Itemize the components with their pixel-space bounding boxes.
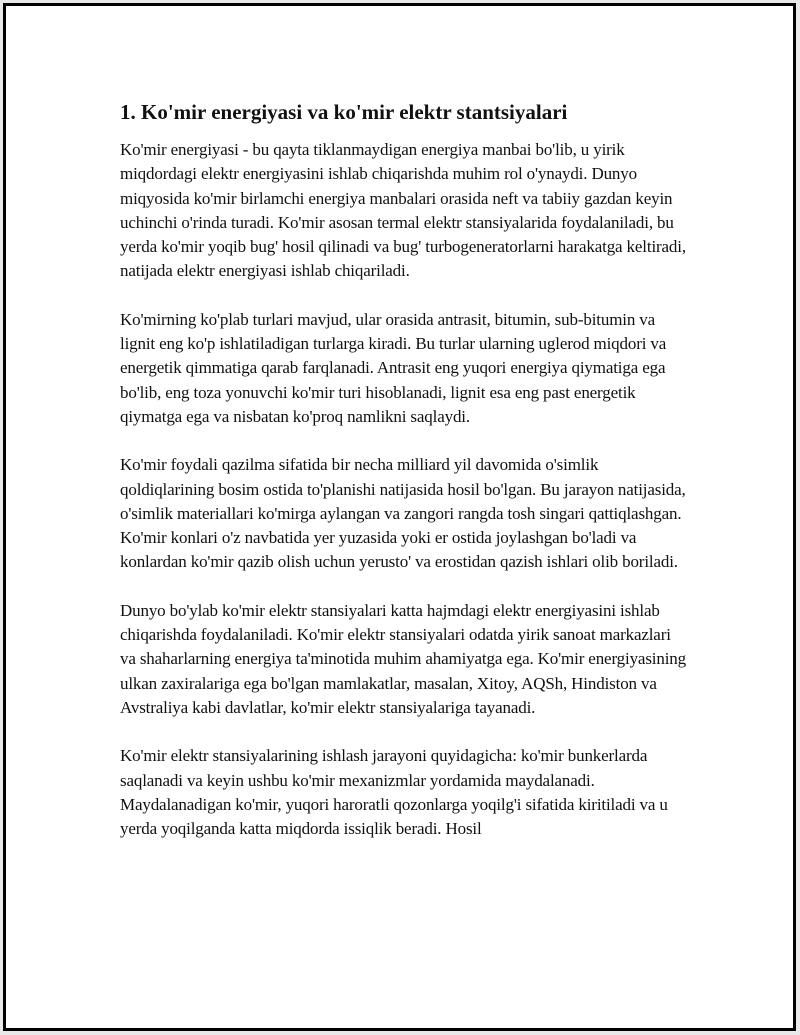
paragraph-4: Dunyo bo'ylab ko'mir elektr stansiyalari katta hajmdagi elektr energiyasini ishlab chiqarishda foydalaniladi. Ko'mir elektr stansiyalari odatda yirik sanoat markazlari va shaharlarning energiya ta'minotida muhim ahamiyatga ega. Ko'mir energiyasining ulkan zaxiralariga ega bo'lgan mamlakatlar, masalan, Xitoy, AQSh, Hindiston va Avstraliya kabi davlatlar, ko'mir elektr stansiyalariga tayanadi. [120,600,686,717]
paragraph-5: Ko'mir elektr stansiyalarining ishlash jarayoni quyidagicha: ko'mir bunkerlarda saqlanadi va keyin ushbu ko'mir mexanizmlar yordamida maydalanadi. Maydalanadigan ko'mir, yuqori haroratli qozonlarga yoqilg'i sifatida kiritiladi va u yerda yoqilganda katta miqdorda issiqlik beradi. Hosil [120,746,668,839]
document-page [3,3,796,1031]
paragraph-2: Ko'mirning ko'plab turlari mavjud, ular orasida antrasit, bitumin, sub-bitumin va lignit eng ko'p ishlatiladigan turlarga kiradi. Bu turlar ularning uglerod miqdori va energetik qimmatiga qarab farqlanadi. Antrasit eng yuqori energiya qiymatiga ega bo'lib, eng toza yonuvchi ko'mir turi hisoblanadi, lignit esa eng past energetik qiymatga ega va nisbatan ko'proq namlikni saqlaydi. [120,309,667,426]
paragraph-1: Ko'mir energiyasi - bu qayta tiklanmaydigan energiya manbai bo'lib, u yirik miqdordagi elektr energiyasini ishlab chiqarishda muhim rol o'ynaydi. Dunyo miqyosida ko'mir birlamchi energiya manbalari orasida neft va tabiiy gazdan keyin uchinchi o'rinda turadi. Ko'mir asosan termal elektr stansiyalarida foydalaniladi, bu yerda ko'mir yoqib bug' hosil qilinadi va bug' turbogeneratorlarni harakatga keltiradi, natijada elektr energiyasi ishlab chiqariladi. [120,140,686,281]
document-body [120,98,690,865]
section-title: 1. Ko'mir energiyasi va ko'mir elektr stantsiyalari [120,100,568,124]
paragraph-3: Ko'mir foydali qazilma sifatida bir necha milliard yil davomida o'simlik qoldiqlarining bosim ostida to'planishi natijasida hosil bo'lgan. Bu jarayon natijasida, o'simlik materiallari ko'mirga aylangan va zangori rangda tosh singari qattiqlashgan. Ko'mir konlari o'z navbatida yer yuzasida yoki er ostida joylashgan bo'ladi va konlardan ko'mir qazib olish uchun yerusto' va erostidan qazish ishlari olib boriladi. [120,455,686,572]
